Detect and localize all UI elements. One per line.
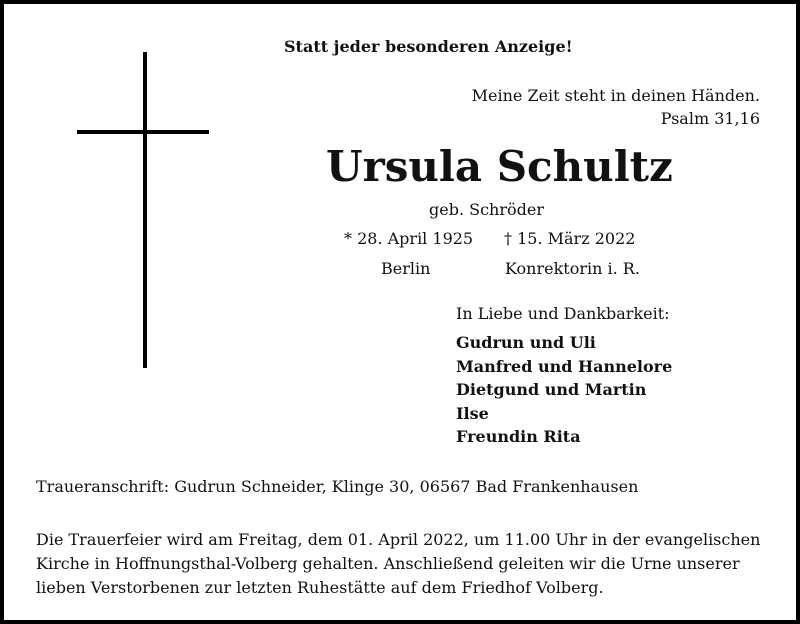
mourning-address: Traueranschrift: Gudrun Schneider, Klinge 30, 06567 Bad Frankenhausen: [36, 477, 639, 496]
quote-text: Meine Zeit steht in deinen Händen.: [471, 86, 760, 105]
profession: Konrektorin i. R.: [505, 259, 640, 278]
birth-date: * 28. April 1925: [344, 229, 474, 248]
bible-quote: [472, 84, 760, 130]
list-item: Freundin Rita: [456, 427, 581, 446]
mourners-list: [456, 331, 672, 449]
quote-source: Psalm 31,16: [660, 109, 760, 128]
list-item: Gudrun und Uli: [456, 333, 596, 352]
service-notice: Die Trauerfeier wird am Freitag, dem 01. April 2022, um 11.00 Uhr in der evangelischen Kirche in Hoffnungsthal-Volberg gehalten. Anschließend geleiten wir die Urne unserer lieben Verstorbenen zur letzten Ruhestätte auf dem Friedhof Volberg.: [36, 530, 761, 597]
list-item: Manfred und Hannelore: [456, 356, 673, 376]
place: Berlin: [381, 259, 431, 278]
list-item: Ilse: [456, 403, 489, 423]
cross-vertical-bar: [143, 52, 147, 368]
gratitude-line: In Liebe und Dankbarkeit:: [456, 304, 670, 323]
birth-name: geb. Schröder: [429, 200, 544, 219]
deceased-name: Ursula Schultz: [326, 142, 673, 191]
list-item: Dietgund und Martin: [456, 380, 647, 399]
headline: Statt jeder besonderen Anzeige!: [284, 37, 573, 56]
death-date: † 15. März 2022: [504, 229, 636, 248]
cross-horizontal-bar: [77, 130, 209, 134]
